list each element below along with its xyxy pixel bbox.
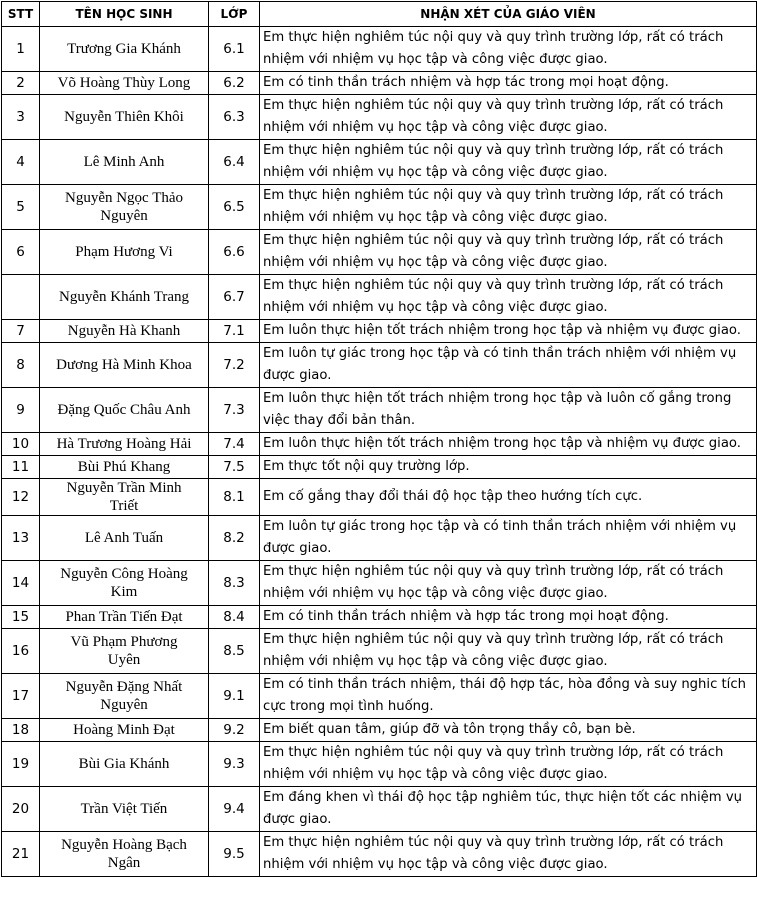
cell-class: 8.5 xyxy=(209,629,260,674)
cell-stt xyxy=(2,275,40,320)
table-row xyxy=(2,388,757,433)
cell-comment: Em luôn tự giác trong học tập và có tinh thần trách nhiệm với nhiệm vụ được giao. xyxy=(260,516,757,561)
table-row xyxy=(2,742,757,787)
cell-comment: Em đáng khen vì thái độ học tập nghiêm túc, thực hiện tốt các nhiệm vụ được giao. xyxy=(260,787,757,832)
table-row xyxy=(2,629,757,674)
cell-class: 6.5 xyxy=(209,185,260,230)
table-row xyxy=(2,185,757,230)
table-row xyxy=(2,275,757,320)
cell-name: Nguyễn Ngọc Thảo Nguyên xyxy=(40,185,209,230)
cell-comment: Em thực hiện nghiêm túc nội quy và quy trình trường lớp, rất có trách nhiệm với nhiệm vụ học tập và công việc được giao. xyxy=(260,832,757,877)
cell-name: Võ Hoàng Thùy Long xyxy=(40,72,209,95)
table-row xyxy=(2,343,757,388)
cell-comment: Em thực hiện nghiêm túc nội quy và quy trình trường lớp, rất có trách nhiệm với nhiệm vụ học tập và công việc được giao. xyxy=(260,230,757,275)
cell-name: Nguyễn Khánh Trang xyxy=(40,275,209,320)
table-row xyxy=(2,320,757,343)
cell-name: Dương Hà Minh Khoa xyxy=(40,343,209,388)
cell-comment: Em thực hiện nghiêm túc nội quy và quy trình trường lớp, rất có trách nhiệm với nhiệm vụ học tập và công việc được giao. xyxy=(260,742,757,787)
cell-stt: 11 xyxy=(2,456,40,479)
table-row xyxy=(2,72,757,95)
cell-name: Phan Trần Tiến Đạt xyxy=(40,606,209,629)
cell-comment: Em có tinh thần trách nhiệm và hợp tác trong mọi hoạt động. xyxy=(260,606,757,629)
cell-class: 6.2 xyxy=(209,72,260,95)
cell-stt: 1 xyxy=(2,27,40,72)
cell-class: 7.2 xyxy=(209,343,260,388)
cell-class: 6.4 xyxy=(209,140,260,185)
table-row xyxy=(2,433,757,456)
cell-name: Nguyễn Hà Khanh xyxy=(40,320,209,343)
cell-comment: Em luôn tự giác trong học tập và có tinh thần trách nhiệm với nhiệm vụ được giao. xyxy=(260,343,757,388)
cell-name: Hà Trương Hoàng Hải xyxy=(40,433,209,456)
cell-name: Nguyễn Trần Minh Triết xyxy=(40,479,209,516)
cell-stt: 2 xyxy=(2,72,40,95)
table-row xyxy=(2,606,757,629)
table-row xyxy=(2,27,757,72)
cell-comment: Em có tinh thần trách nhiệm và hợp tác trong mọi hoạt động. xyxy=(260,72,757,95)
cell-stt: 3 xyxy=(2,95,40,140)
cell-name: Đặng Quốc Châu Anh xyxy=(40,388,209,433)
table-row xyxy=(2,95,757,140)
header-row xyxy=(2,2,757,27)
cell-class: 8.4 xyxy=(209,606,260,629)
cell-class: 6.7 xyxy=(209,275,260,320)
cell-name: Nguyễn Công Hoàng Kim xyxy=(40,561,209,606)
table-row xyxy=(2,456,757,479)
cell-stt: 19 xyxy=(2,742,40,787)
cell-comment: Em thực hiện nghiêm túc nội quy và quy trình trường lớp, rất có trách nhiệm với nhiệm vụ học tập và công việc được giao. xyxy=(260,185,757,230)
cell-comment: Em thực hiện nghiêm túc nội quy và quy trình trường lớp, rất có trách nhiệm với nhiệm vụ học tập và công việc được giao. xyxy=(260,95,757,140)
cell-class: 9.3 xyxy=(209,742,260,787)
cell-stt: 12 xyxy=(2,479,40,516)
cell-stt: 10 xyxy=(2,433,40,456)
table-row xyxy=(2,787,757,832)
cell-class: 7.1 xyxy=(209,320,260,343)
cell-comment: Em thực hiện nghiêm túc nội quy và quy trình trường lớp, rất có trách nhiệm với nhiệm vụ học tập và công việc được giao. xyxy=(260,629,757,674)
cell-name: Lê Anh Tuấn xyxy=(40,516,209,561)
table-row xyxy=(2,674,757,719)
cell-stt: 5 xyxy=(2,185,40,230)
cell-class: 6.3 xyxy=(209,95,260,140)
table-row xyxy=(2,479,757,516)
cell-name: Phạm Hương Vi xyxy=(40,230,209,275)
table-row xyxy=(2,140,757,185)
table-row xyxy=(2,561,757,606)
cell-class: 9.4 xyxy=(209,787,260,832)
cell-stt: 18 xyxy=(2,719,40,742)
cell-class: 8.3 xyxy=(209,561,260,606)
cell-class: 7.4 xyxy=(209,433,260,456)
cell-name: Nguyễn Thiên Khôi xyxy=(40,95,209,140)
header-stt: STT xyxy=(2,2,40,27)
cell-class: 6.1 xyxy=(209,27,260,72)
cell-comment: Em cố gắng thay đổi thái độ học tập theo hướng tích cực. xyxy=(260,479,757,516)
cell-comment: Em thực hiện nghiêm túc nội quy và quy trình trường lớp, rất có trách nhiệm với nhiệm vụ học tập và công việc được giao. xyxy=(260,27,757,72)
cell-comment: Em thực hiện nghiêm túc nội quy và quy trình trường lớp, rất có trách nhiệm với nhiệm vụ học tập và công việc được giao. xyxy=(260,561,757,606)
cell-comment: Em thực hiện nghiêm túc nội quy và quy trình trường lớp, rất có trách nhiệm với nhiệm vụ học tập và công việc được giao. xyxy=(260,275,757,320)
cell-class: 6.6 xyxy=(209,230,260,275)
cell-class: 9.5 xyxy=(209,832,260,877)
cell-comment: Em thực tốt nội quy trường lớp. xyxy=(260,456,757,479)
cell-stt: 7 xyxy=(2,320,40,343)
cell-class: 8.2 xyxy=(209,516,260,561)
table-row xyxy=(2,832,757,877)
cell-stt: 16 xyxy=(2,629,40,674)
cell-class: 9.1 xyxy=(209,674,260,719)
cell-stt: 15 xyxy=(2,606,40,629)
cell-stt: 4 xyxy=(2,140,40,185)
cell-name: Trương Gia Khánh xyxy=(40,27,209,72)
cell-stt: 13 xyxy=(2,516,40,561)
header-class: LỚP xyxy=(209,2,260,27)
cell-class: 8.1 xyxy=(209,479,260,516)
cell-comment: Em biết quan tâm, giúp đỡ và tôn trọng thầy cô, bạn bè. xyxy=(260,719,757,742)
cell-name: Bùi Phú Khang xyxy=(40,456,209,479)
cell-stt: 8 xyxy=(2,343,40,388)
cell-stt: 9 xyxy=(2,388,40,433)
cell-name: Bùi Gia Khánh xyxy=(40,742,209,787)
cell-stt: 21 xyxy=(2,832,40,877)
cell-comment: Em luôn thực hiện tốt trách nhiệm trong học tập và nhiệm vụ được giao. xyxy=(260,433,757,456)
header-comment: NHẬN XÉT CỦA GIÁO VIÊN xyxy=(260,2,757,27)
table-row xyxy=(2,719,757,742)
cell-stt: 6 xyxy=(2,230,40,275)
table-row xyxy=(2,230,757,275)
cell-name: Nguyễn Đặng Nhất Nguyên xyxy=(40,674,209,719)
cell-name: Vũ Phạm Phương Uyên xyxy=(40,629,209,674)
cell-name: Hoàng Minh Đạt xyxy=(40,719,209,742)
student-comments-table xyxy=(1,1,757,877)
header-name: TÊN HỌC SINH xyxy=(40,2,209,27)
cell-name: Nguyễn Hoàng Bạch Ngân xyxy=(40,832,209,877)
cell-class: 7.3 xyxy=(209,388,260,433)
cell-name: Trần Việt Tiến xyxy=(40,787,209,832)
cell-comment: Em có tinh thần trách nhiệm, thái độ hợp tác, hòa đồng và suy nghic tích cực trong mọi tình huống. xyxy=(260,674,757,719)
cell-comment: Em luôn thực hiện tốt trách nhiệm trong học tập và nhiệm vụ được giao. xyxy=(260,320,757,343)
cell-comment: Em luôn thực hiện tốt trách nhiệm trong học tập và luôn cố gắng trong việc thay đổi bản thân. xyxy=(260,388,757,433)
cell-stt: 20 xyxy=(2,787,40,832)
cell-stt: 14 xyxy=(2,561,40,606)
cell-comment: Em thực hiện nghiêm túc nội quy và quy trình trường lớp, rất có trách nhiệm với nhiệm vụ học tập và công việc được giao. xyxy=(260,140,757,185)
cell-name: Lê Minh Anh xyxy=(40,140,209,185)
table-row xyxy=(2,516,757,561)
cell-class: 9.2 xyxy=(209,719,260,742)
cell-class: 7.5 xyxy=(209,456,260,479)
cell-stt: 17 xyxy=(2,674,40,719)
